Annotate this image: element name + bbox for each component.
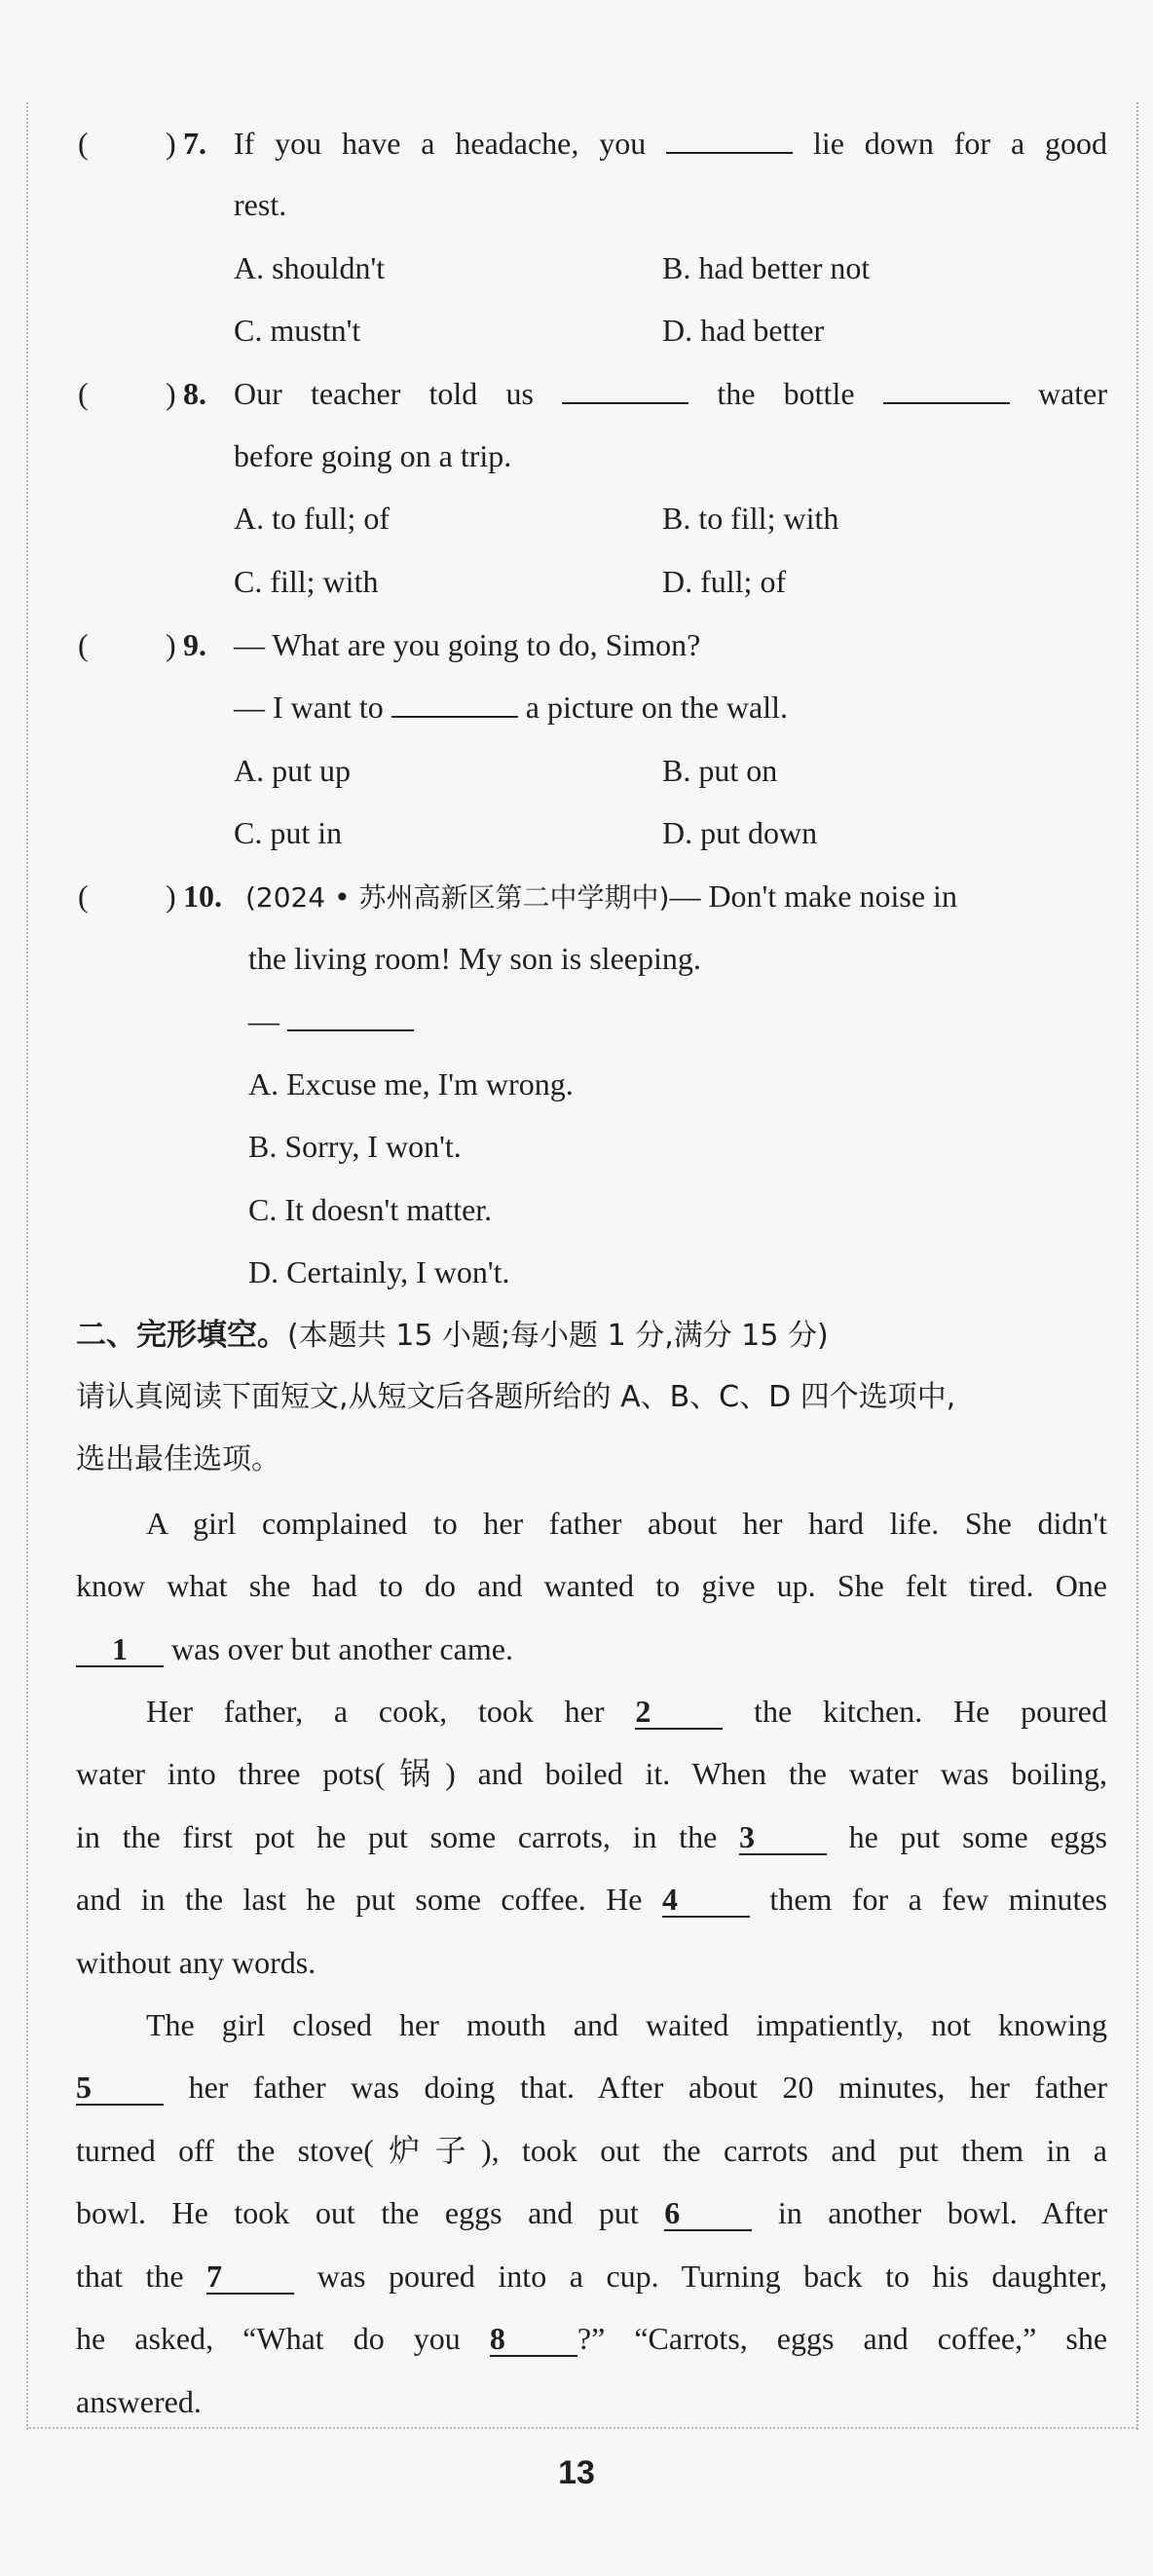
question-stem-continued: the living room! My son is sleeping.: [248, 941, 701, 976]
question-number: 10.: [183, 878, 222, 914]
section-instruction: 选出最佳选项。: [76, 1442, 280, 1476]
question-stem-continued: before going on a trip.: [234, 438, 512, 473]
option-c: C. It doesn't matter.: [248, 1192, 493, 1227]
passage-line: A girl complained to her father about her hard life. She didn't: [146, 1506, 1107, 1541]
option-d: D. Certainly, I won't.: [248, 1254, 510, 1289]
option-c: C. put in: [234, 815, 343, 850]
passage-line: 1 was over but another came.: [76, 1629, 513, 1668]
right-dotted-border: [1136, 102, 1138, 2430]
cloze-blank[interactable]: 6: [664, 2196, 752, 2231]
answer-blank: [287, 1002, 414, 1031]
passage-line: 5 her father was doing that. After about 20 minutes, her father: [76, 2070, 1108, 2105]
option-d: D. full; of: [662, 564, 787, 599]
passage-line: turned off the stove(炉子), took out the carrots and put them in a: [76, 2133, 1107, 2168]
answer-blank: [666, 125, 793, 154]
page-number: 13: [558, 2454, 595, 2491]
cloze-blank[interactable]: 1: [76, 1632, 164, 1667]
option-d: D. put down: [662, 815, 818, 850]
passage-line: water into three pots(锅) and boiled it. When the water was boiling,: [76, 1756, 1107, 1791]
question-stem: If you have a headache, you lie down for a good: [234, 126, 1107, 161]
option-d: D. had better: [662, 313, 825, 348]
cloze-blank[interactable]: 5: [76, 2071, 164, 2106]
passage-line: without any words.: [76, 1945, 316, 1980]
passage-line: bowl. He took out the eggs and put 6 in another bowl. After: [76, 2195, 1108, 2230]
answer-blank: [562, 375, 688, 404]
passage-line: Her father, a cook, took her 2 the kitchen. He poured: [146, 1694, 1108, 1729]
workbook-page: ( ) 7. If you have a headache, you lie down for a good rest. A. shouldn't B. had better not C. mustn't D. had better ( ) 8. Our teacher told us the bottle water before going on a trip. A. to full; of B. to fill; with C. fill; with D. full; of ( ) 9. — What are you going to do, Simon? — I want to a picture on the wall. A. put up B. put on C. put in D. put down ( ) 10. (2024 • 苏州高新区第二中学期中)— Don't make noise in the living room! My son is sleeping. — A. Excuse me, I'm wrong. B. Sorry, I won't. C. It doesn't matter. D. Certainly, I won't. 二、完形填空。(本题共 15 小题;每小题 1 分,满分 15 分) 请认真阅读下面短文,从短文后各题所给的 A、B、C、D 四个选项中, 选出最佳选项。 A girl complained to her father about her hard life. She didn't know what she had to do and wanted to give up. She felt tired. One 1 was over but another came. Her father, a cook, took her 2 the kitchen. He poured water into three pots(锅) and boiled it. When the water was boiling, in the first pot he put some carrots, in the 3 he put some eggs and in the last he put some coffee. He 4 them for a few minutes without any words. The girl closed her mouth and waited impatiently, not knowing 5 her father was doing that. After about 20 minutes, her father turned off the stove(炉子), took out the carrots and put them in a bowl. He took out the eggs and put 6 in another bowl. After that the 7 was poured into a cup. Turning back to his daughter, he asked, “What do you 8 ?” “Carrots, eggs and coffee,” she answered. 13: [0, 0, 1153, 2576]
answer-blank: [883, 375, 1010, 404]
cloze-blank[interactable]: 7: [206, 2259, 294, 2295]
option-a: A. Excuse me, I'm wrong.: [248, 1066, 574, 1101]
option-a: A. to full; of: [234, 501, 390, 536]
option-b: B. had better not: [662, 250, 871, 285]
question-stem-continued: rest.: [234, 187, 287, 222]
cloze-blank[interactable]: 2: [635, 1695, 723, 1730]
cloze-blank[interactable]: 4: [662, 1883, 750, 1918]
option-c: C. fill; with: [234, 564, 379, 599]
option-a: A. put up: [234, 753, 351, 788]
question-stem: Our teacher told us the bottle water: [234, 376, 1108, 411]
cloze-blank[interactable]: 3: [739, 1820, 827, 1855]
option-b: B. Sorry, I won't.: [248, 1129, 462, 1164]
section-instruction: 请认真阅读下面短文,从短文后各题所给的 A、B、C、D 四个选项中,: [76, 1380, 956, 1414]
bottom-dotted-border: [26, 2427, 1137, 2429]
option-c: C. mustn't: [234, 313, 361, 348]
section-note: (本题共 15 小题;每小题 1 分,满分 15 分): [287, 1319, 829, 1353]
passage-line: know what she had to do and wanted to give up. She felt tired. One: [76, 1568, 1107, 1603]
option-b: B. put on: [662, 753, 778, 788]
passage-line: in the first pot he put some carrots, in the 3 he put some eggs: [76, 1819, 1108, 1854]
section-heading: 二、完形填空。(本题共 15 小题;每小题 1 分,满分 15 分): [76, 1318, 829, 1353]
question-source: (2024 • 苏州高新区第二中学期中): [245, 881, 670, 914]
question-number: 8.: [183, 376, 206, 411]
response-line: —: [248, 1001, 414, 1040]
question-stem: (2024 • 苏州高新区第二中学期中)— Don't make noise in: [245, 878, 957, 914]
option-b: B. to fill; with: [662, 501, 839, 536]
passage-line: The girl closed her mouth and waited impatiently, not knowing: [146, 2007, 1107, 2042]
cloze-blank[interactable]: 8: [490, 2322, 577, 2357]
passage-line: answered.: [76, 2384, 202, 2419]
passage-line: and in the last he put some coffee. He 4 them for a few minutes: [76, 1882, 1108, 1917]
passage-line: he asked, “What do you 8 ?” “Carrots, eggs and coffee,” she: [76, 2321, 1108, 2356]
passage-line: that the 7 was poured into a cup. Turning back to his daughter,: [76, 2259, 1108, 2294]
answer-blank: [391, 689, 518, 718]
question-dialogue-line: — I want to a picture on the wall.: [234, 690, 788, 725]
question-number: 7.: [183, 126, 206, 161]
question-number: 9.: [183, 627, 206, 662]
option-a: A. shouldn't: [234, 250, 386, 285]
question-dialogue-line: — What are you going to do, Simon?: [234, 627, 701, 662]
left-dotted-border: [26, 102, 28, 2430]
